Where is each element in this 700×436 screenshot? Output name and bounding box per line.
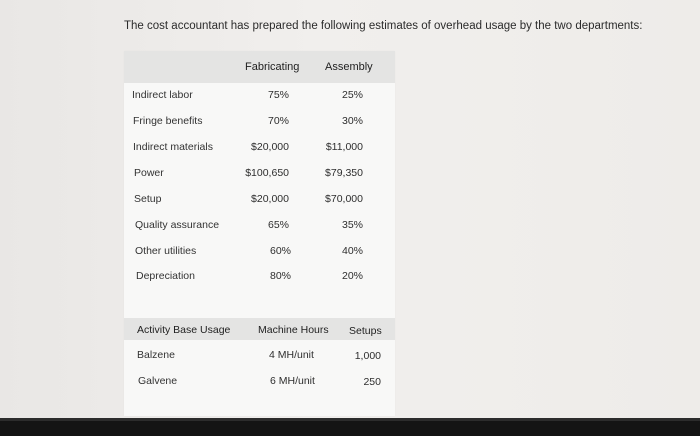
header-fabricating: Fabricating xyxy=(245,61,300,73)
overhead-table-card xyxy=(124,51,395,416)
assembly-indirect-labor: 25% xyxy=(341,89,363,101)
assembly-fringe-benefits: 30% xyxy=(341,115,363,127)
fabricating-indirect-materials: $20,000 xyxy=(251,141,289,153)
assembly-indirect-materials: $11,000 xyxy=(325,141,363,153)
machine-hours-balzene: 4 MH/unit xyxy=(269,349,314,361)
row-label-indirect-materials: Indirect materials xyxy=(133,141,213,153)
setups-galvene: 250 xyxy=(363,376,381,388)
row-label-power: Power xyxy=(134,167,164,179)
row-label-balzene: Balzene xyxy=(137,349,175,361)
assembly-power: $79,350 xyxy=(325,167,363,179)
row-label-depreciation: Depreciation xyxy=(136,270,195,282)
fabricating-indirect-labor: 75% xyxy=(267,89,289,101)
assembly-other-utilities: 40% xyxy=(341,245,363,257)
row-label-galvene: Galvene xyxy=(138,375,178,387)
assembly-setup: $70,000 xyxy=(325,193,363,205)
bezel-edge xyxy=(0,418,700,421)
fabricating-power: $100,650 xyxy=(245,167,289,179)
machine-hours-galvene: 6 MH/unit xyxy=(270,375,315,387)
intro-text: The cost accountant has prepared the following estimates of overhead usage by the two departments: xyxy=(124,20,643,32)
setups-balzene: 1,000 xyxy=(354,350,381,362)
fabricating-quality-assurance: 65% xyxy=(267,219,289,231)
row-label-fringe-benefits: Fringe benefits xyxy=(133,115,203,127)
fabricating-depreciation: 80% xyxy=(269,270,291,282)
assembly-quality-assurance: 35% xyxy=(341,219,363,231)
header-setups: Setups xyxy=(349,325,382,337)
row-label-other-utilities: Other utilities xyxy=(135,245,197,257)
screen-bottom-bezel xyxy=(0,418,700,436)
fabricating-other-utilities: 60% xyxy=(269,245,291,257)
header-assembly: Assembly xyxy=(325,61,373,73)
header-activity-base-usage: Activity Base Usage xyxy=(137,324,231,336)
row-label-indirect-labor: Indirect labor xyxy=(132,89,193,101)
header-machine-hours: Machine Hours xyxy=(258,324,329,336)
row-label-quality-assurance: Quality assurance xyxy=(135,219,220,231)
assembly-depreciation: 20% xyxy=(341,270,363,282)
fabricating-setup: $20,000 xyxy=(251,193,289,205)
row-label-setup: Setup xyxy=(134,193,162,205)
fabricating-fringe-benefits: 70% xyxy=(267,115,289,127)
